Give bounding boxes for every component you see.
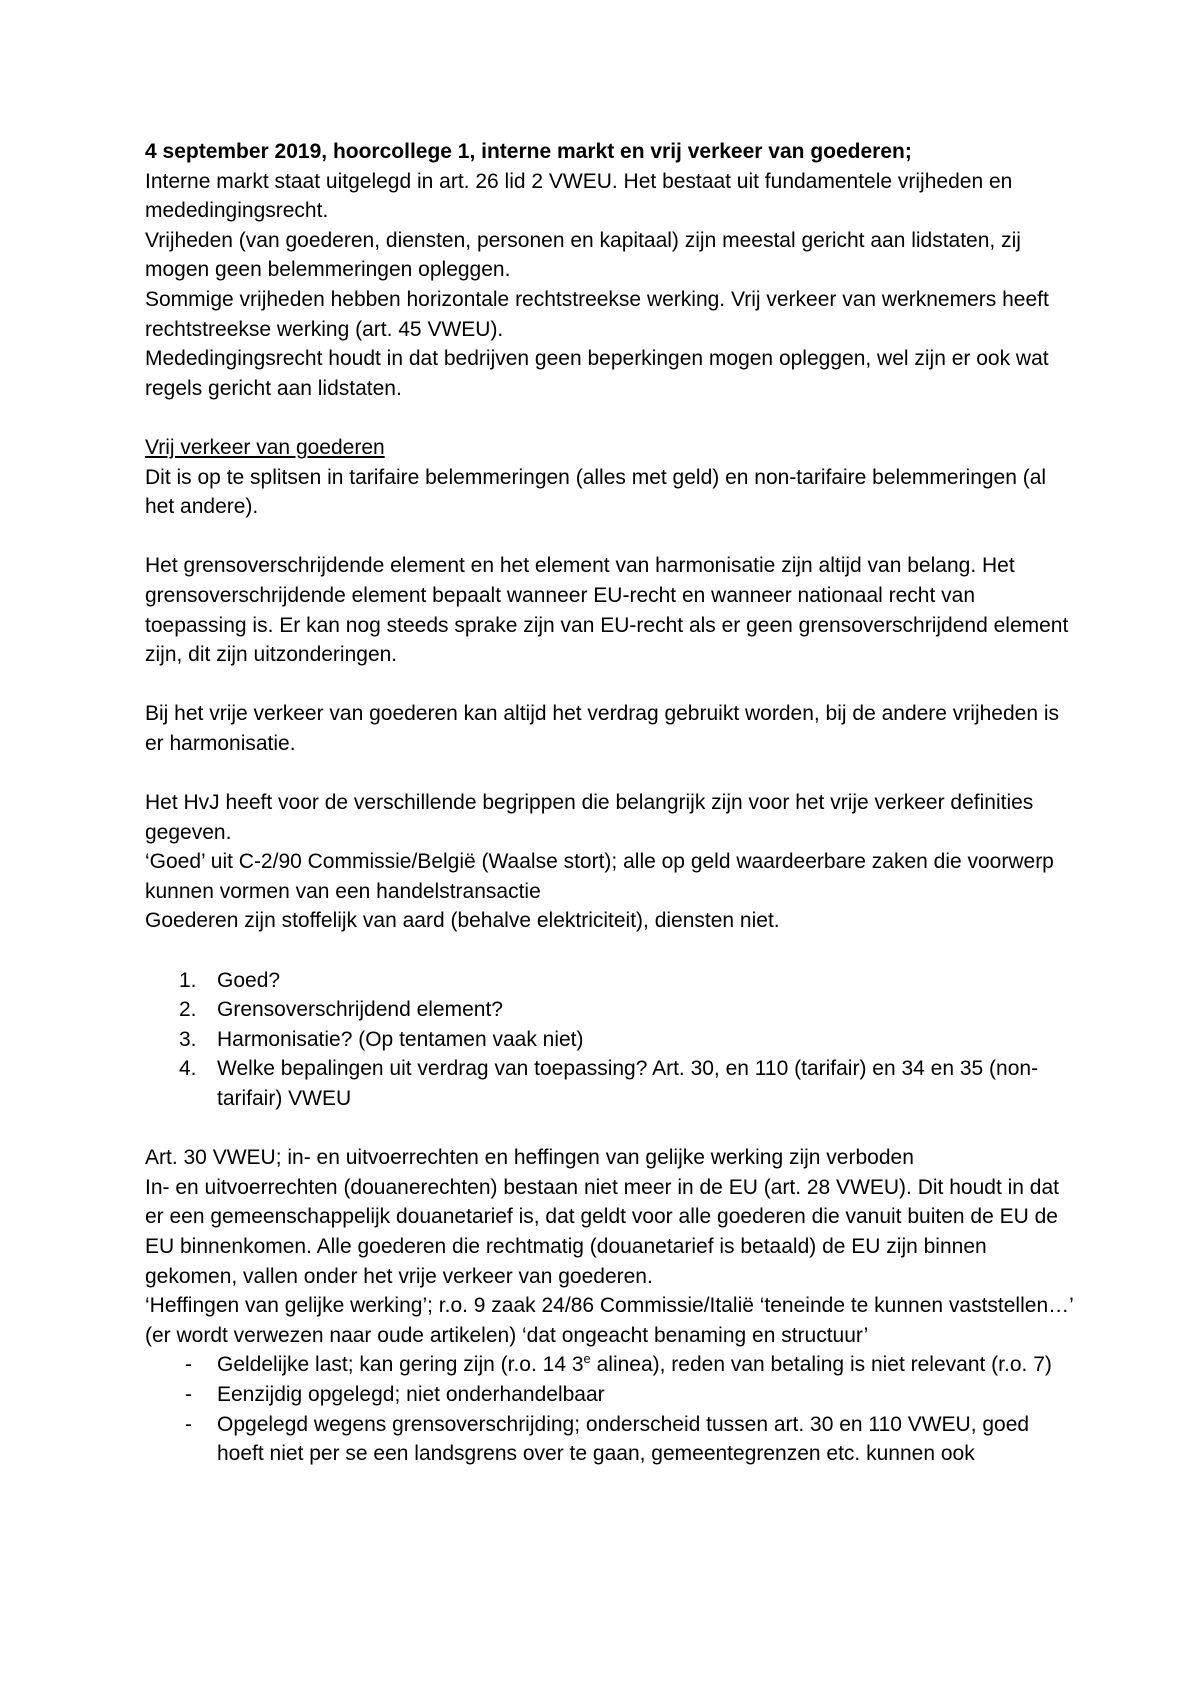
list-marker: 3. — [179, 1027, 197, 1051]
list-marker: - — [185, 1382, 192, 1406]
list-marker: 2. — [179, 998, 197, 1022]
list-item — [145, 1025, 1080, 1055]
list-marker: - — [185, 1353, 192, 1377]
list-item — [145, 1380, 1080, 1410]
list-item-text: Welke bepalingen uit verdrag van toepassing? Art. 30, en 110 (tarifair) en 34 en 35 (non-tarifair) VWEU — [217, 1057, 1039, 1110]
intro-paragraph-2: Vrijheden (van goederen, diensten, personen en kapitaal) zijn meestal gericht aan lidstaten, zij mogen geen belemmeringen opleggen. — [145, 228, 1021, 282]
list-item-text-part: Geldelijke last; kan gering zijn (r.o. 14 3 — [217, 1353, 584, 1377]
art30-paragraph-2: In- en uitvoerrechten (douanerechten) bestaan niet meer in de EU (art. 28 VWEU). Dit houdt in dat er een gemeenschappelijk douanetarief is, dat geldt voor alle goederen die vanuit buiten de EU de EU binnenkomen. Alle goederen die rechtmatig (douanetarief is betaald) de EU zijn binnen gekomen, vallen onder het vrije verkeer van goederen. — [145, 1175, 1059, 1288]
list-item-text: Goed? — [217, 968, 281, 992]
list-item-text-part: alinea), reden van betaling is niet relevant (r.o. 7) — [590, 1353, 1052, 1377]
list-item — [145, 1054, 1080, 1113]
list-item-text: Grensoverschrijdend element? — [217, 998, 503, 1022]
section-paragraph-3: Bij het vrije verkeer van goederen kan altijd het verdrag gebruikt worden, bij de andere vrijheden is er harmonisatie. — [145, 702, 1060, 755]
art30-paragraph-1: Art. 30 VWEU; in- en uitvoerrechten en heffingen van gelijke werking zijn verboden — [145, 1146, 914, 1170]
list-item-text: Eenzijdig opgelegd; niet onderhandelbaar — [217, 1382, 605, 1406]
list-marker: 4. — [179, 1057, 197, 1081]
intro-paragraph-3: Sommige vrijheden hebben horizontale rechtstreekse werking. Vrij verkeer van werknemers heeft rechtstreekse werking (art. 45 VWEU). — [145, 287, 1049, 341]
criteria-list — [145, 1350, 1080, 1468]
spacer — [145, 522, 1080, 552]
art30-paragraph-3: ‘Heffingen van gelijke werking’; r.o. 9 zaak 24/86 Commissie/Italië ‘teneinde te kunnen vaststellen…’ (er wordt verwezen naar oude artikelen) ‘dat ongeacht benaming en structuur’ — [145, 1294, 1074, 1347]
list-marker: - — [185, 1412, 192, 1436]
list-item — [145, 1410, 1080, 1469]
list-item — [145, 966, 1080, 996]
spacer — [145, 670, 1080, 700]
list-marker: 1. — [179, 968, 197, 992]
definitions-paragraph-1: Het HvJ heeft voor de verschillende begrippen die belangrijk zijn voor het vrije verkeer definities gegeven. — [145, 791, 1034, 844]
list-item-text: Opgelegd wegens grensoverschrijding; onderscheid tussen art. 30 en 110 VWEU, goed hoeft niet per se een landsgrens over te gaan, gemeentegrenzen etc. kunnen ook — [217, 1412, 1030, 1466]
document-title: 4 september 2019, hoorcollege 1, interne markt en vrij verkeer van goederen; — [145, 140, 912, 163]
definitions-paragraph-3: Goederen zijn stoffelijk van aard (behalve elektriciteit), diensten niet. — [145, 909, 780, 933]
list-item-text — [217, 1353, 1052, 1376]
section-heading: Vrij verkeer van goederen — [145, 435, 385, 459]
spacer — [145, 403, 1080, 433]
spacer — [145, 1114, 1080, 1144]
intro-paragraph-4: Mededingingsrecht houdt in dat bedrijven geen beperkingen mogen opleggen, wel zijn er ook wat regels gericht aan lidstaten. — [145, 347, 1049, 400]
section-paragraph-1: Dit is op te splitsen in tarifaire belemmeringen (alles met geld) en non-tarifaire belemmeringen (al het andere). — [145, 465, 1047, 519]
steps-list — [145, 966, 1080, 1114]
superscript: e — [583, 1351, 591, 1367]
definitions-paragraph-2: ‘Goed’ uit C-2/90 Commissie/België (Waalse stort); alle op geld waardeerbare zaken die voorwerp kunnen vormen van een handelstransactie — [145, 850, 1054, 903]
list-item — [145, 1350, 1080, 1380]
section-paragraph-2: Het grensoverschrijdende element en het element van harmonisatie zijn altijd van belang. Het grensoverschrijdende element bepaalt wanneer EU-recht en wanneer nationaal recht van toepassing is. Er kan nog steeds sprake zijn van EU-recht als er geen grensoverschrijdend element zijn, dit zijn uitzonderingen. — [145, 554, 1069, 667]
spacer — [145, 758, 1080, 788]
list-item — [145, 995, 1080, 1025]
intro-paragraph-1: Interne markt staat uitgelegd in art. 26 lid 2 VWEU. Het bestaat uit fundamentele vrijheden en mededingingsrecht. — [145, 169, 1013, 223]
list-item-text: Harmonisatie? (Op tentamen vaak niet) — [217, 1027, 584, 1051]
spacer — [145, 936, 1080, 966]
